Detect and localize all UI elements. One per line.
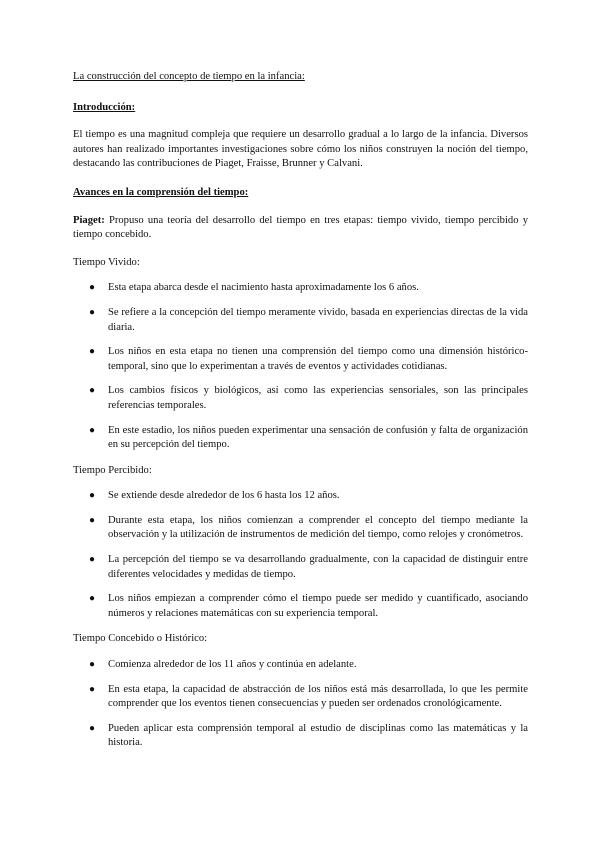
- advances-heading: Avances en la comprensión del tiempo:: [73, 186, 249, 198]
- bullet-icon: ●: [89, 593, 96, 605]
- bullet-icon: ●: [89, 722, 96, 734]
- list-item: [73, 514, 528, 543]
- list-item: [73, 306, 528, 335]
- list-item-text: En esta etapa, la capacidad de abstracción de los niños está más desarrollada, lo que les permite comprender que los eventos tienen consecuencias y pueden ser ordenados cronológicamente.: [108, 683, 528, 710]
- list-item: [73, 384, 528, 413]
- list-item-text: Comienza alrededor de los 11 años y continúa en adelante.: [108, 659, 357, 671]
- document-title: La construcción del concepto de tiempo en la infancia:: [73, 71, 305, 82]
- piaget-text: Propuso una teoría del desarrollo del tiempo en tres etapas: tiempo vivido, tiempo percibido y tiempo concebido.: [73, 214, 528, 241]
- piaget-label: Piaget:: [73, 214, 105, 226]
- bullet-icon: ●: [89, 490, 96, 502]
- list-item-text: Se extiende desde alrededor de los 6 hasta los 12 años.: [108, 490, 340, 502]
- bullet-icon: ●: [89, 282, 96, 294]
- list-item: [73, 592, 528, 621]
- bullet-icon: ●: [89, 424, 96, 436]
- list-item: [73, 281, 528, 296]
- list-item: [73, 683, 528, 712]
- section-heading-tiempo-percibido: Tiempo Percibido:: [73, 464, 152, 476]
- bullet-icon: ●: [89, 385, 96, 397]
- list-item: [73, 489, 528, 504]
- list-item: [73, 424, 528, 453]
- list-item-text: Se refiere a la concepción del tiempo meramente vivido, basada en experiencias directas de la vida diaria.: [108, 306, 528, 333]
- section-heading-tiempo-concebido: Tiempo Concebido o Histórico:: [73, 633, 208, 645]
- list-item: [73, 722, 528, 751]
- list-item-text: Los niños empiezan a comprender cómo el tiempo puede ser medido y cuantificado, asociando números y relaciones matemáticas con su experiencia temporal.: [108, 593, 528, 619]
- list-item-text: Durante esta etapa, los niños comienzan a comprender el concepto del tiempo mediante la observación y la utilización de instrumentos de medición del tiempo, como relojes y cronómetros.: [108, 514, 528, 541]
- intro-paragraph: El tiempo es una magnitud compleja que requiere un desarrollo gradual a lo largo de la infancia. Diversos autores han realizado importantes investigaciones sobre cómo los niños construyen la noción del tiempo, destacando las contribuciones de Piaget, Fraisse, Brunner y Calvani.: [73, 129, 528, 170]
- list-item: [73, 553, 528, 582]
- list-item: [73, 345, 528, 374]
- bullet-icon: ●: [89, 306, 96, 318]
- list-item-text: En este estadio, los niños pueden experimentar una sensación de confusión y falta de organización en su percepción del tiempo.: [108, 424, 528, 451]
- bullet-list-tiempo-percibido: [73, 489, 528, 621]
- bullet-icon: ●: [89, 346, 96, 358]
- intro-heading: Introducción:: [73, 101, 136, 113]
- bullet-list-tiempo-concebido: [73, 658, 528, 751]
- list-item: [73, 658, 528, 673]
- bullet-icon: ●: [89, 514, 96, 526]
- bullet-icon: ●: [89, 683, 96, 695]
- bullet-icon: ●: [89, 659, 96, 671]
- section-heading-tiempo-vivido: Tiempo Vivido:: [73, 256, 140, 268]
- list-item-text: Esta etapa abarca desde el nacimiento hasta aproximadamente los 6 años.: [108, 282, 419, 294]
- list-item-text: Pueden aplicar esta comprensión temporal al estudio de disciplinas como las matemáticas y la historia.: [108, 722, 528, 749]
- list-item-text: La percepción del tiempo se va desarrollando gradualmente, con la capacidad de distinguir entre diferentes velocidades y medidas de tiempo.: [108, 554, 528, 580]
- list-item-text: Los cambios físicos y biológicos, así como las experiencias sensoriales, son las principales referencias temporales.: [108, 385, 528, 411]
- bullet-icon: ●: [89, 554, 96, 566]
- piaget-paragraph: [73, 214, 528, 243]
- bullet-list-tiempo-vivido: [73, 281, 528, 452]
- list-item-text: Los niños en esta etapa no tienen una comprensión del tiempo como una dimensión histórico-temporal, sino que lo experimentan a través de eventos y actividades cotidianas.: [108, 346, 528, 372]
